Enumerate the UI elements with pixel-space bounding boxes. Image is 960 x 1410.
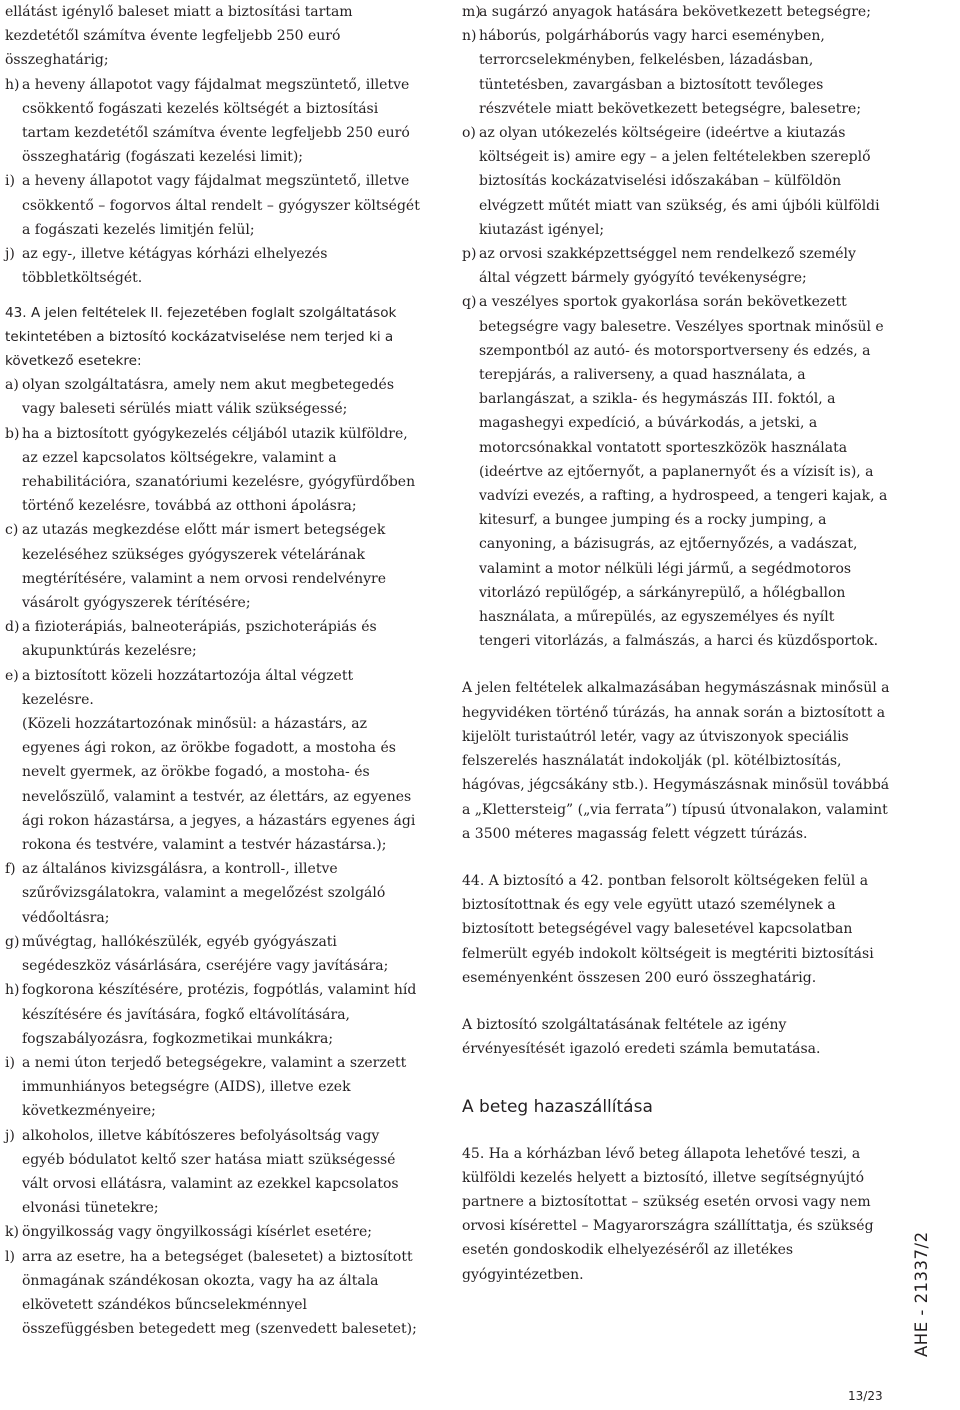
list-item-label: k) [5,1224,19,1241]
list-item [462,24,890,121]
list-item-label: m) [462,4,481,20]
right-column [462,0,890,1287]
list-item-text: az egy-, illetve kétágyas kórházi elhelyezés többletköltségét. [22,246,328,287]
document-code: AHE - 21337/2 [912,1231,931,1357]
list-item-label: f) [5,861,16,878]
page-number: 13/23 [848,1389,883,1403]
list-item-label: j) [5,246,15,263]
section-45-paragraph: 45. Ha a kórházban lévő beteg állapota lehetővé teszi, a külföldi kezelés helyett a biztosító, illetve segítségnyújtó partnere a biztosítottat – szükség esetén orvosi vagy nem orvosi kísérettel – Magyarországra szállíttatja, és szükség esetén gondoskodik elhelyezéséről az illetékes gyógyintézetben. [462,1145,874,1283]
list-item-label: g) [5,933,20,950]
continued-item-g: ellátást igénylő baleset miatt a biztosítási tartam kezdetétől számítva évente legfeljebb 250 euró összeghatárig; [5,4,353,69]
list-item [5,978,423,1051]
list-item [5,1245,423,1342]
list-item-label: n) [462,28,477,45]
list-item-text: arra az esetre, ha a betegséget (balesetet) a biztosított önmagának szándékosan okozta, vagy ha az általa elkövetett szándékos bűncselekménnyel összefüggésben betegedett meg (szenvedett balesetet); [22,1248,417,1338]
section-number: 43. [5,305,27,322]
list-item-label: a) [5,377,19,394]
list-item [5,422,423,519]
list-item [5,169,423,242]
list-item [5,518,423,615]
list-item-label: h) [5,982,20,999]
invoice-paragraph: A biztosító szolgáltatásának feltétele az igény érvényesítését igazoló eredeti számla bemutatása. [462,1016,821,1058]
list-item [462,121,890,242]
section-43-heading [5,302,423,373]
list-item-text: művégtag, hallókészülék, egyéb gyógyászati segédeszköz vásárlására, cseréjére vagy javítására; [22,933,389,975]
list-item-label: h) [5,76,20,93]
list-item [5,373,423,421]
list-item-text: a veszélyes sportok gyakorlása során bekövetkezett betegségre vagy balesetre. Veszélyes sportnak minősül e szempontból az autó- és motorsportverseny és edzés, a terepjárás, a raliverseny, a quad használata, a barlangászat, a szikla- és hegymászás III. foktól, a magashegyi expedíció, a búvárkodás, a jetski, a motorcsónakkal vontatott sporteszközök használata (ideértve az ejtőernyőt, a paplanernyőt és a vízisít is), a vadvízi evezés, a rafting, a hydrospeed, a tengeri kajak, a kitesurf, a bungee jumping és a rocky jumping, a canyoning, a bázisugrás, az ejtőernyőzés, a vadászat, valamint a motor nélküli légi jármű, a segédmotoros vitorlázó repülőgép, a sárkányrepülő, a hőlégballon használata, a műrepülés, az egyszemélyes és nyílt tengeri vitorlázás, a falmászás, a harci és küzdősportok. [479,294,888,650]
list-item [5,1124,423,1221]
transport-heading: A beteg hazaszállítása [462,1097,653,1118]
list-item [462,290,890,653]
list-item-label: d) [5,619,20,636]
list-item [5,615,423,663]
list-item-text: a heveny állapotot vagy fájdalmat megszüntető, illetve csökkentő fogászati kezelés költségét a biztosítási tartam kezdetétől számítva évente legfeljebb 250 euró összeghatárig (fogászati kezelési limit); [22,76,410,166]
list-item-text: a fizioterápiás, balneoterápiás, pszichoterápiás és akupunktúrás kezelésre; [22,619,377,660]
list-item-text: a nemi úton terjedő betegségekre, valamint a szerzett immunhiányos betegségre (AIDS), illetve ezek következményeire; [22,1054,407,1120]
list-item-text: fogkorona készítésére, protézis, fogpótlás, valamint híd készítésére és javítására, fogkő eltávolítására, fogszabályozásra, fogkozmetikai munkákra; [22,982,417,1047]
mountaineering-paragraph: A jelen feltételek alkalmazásában hegymászásnak minősül a hegyvidéken történő túrázás, ha annak során a biztosított a kijelölt turistaútról letér, vagy az útviszonyok speciális felszerelés használatát indokolják (pl. kötélbiztosítás, hágóvas, jégcsákány stb.). Hegymászásnak minősül továbbá a „Klettersteig” („via ferrata”) típusú útvonalakon, valamint a 3500 méteres magasság felett végzett túrázás. [462,680,890,842]
list-item [5,1220,423,1244]
list-item-label: c) [5,522,19,539]
list-item-label: e) [5,667,19,684]
list-item-label: b) [5,425,20,442]
list-item-text: olyan szolgáltatásra, amely nem akut megbetegedés vagy baleseti sérülés miatt válik szükségessé; [22,377,395,418]
list-item-label: p) [462,246,477,263]
list-item-main: a biztosított közeli hozzátartozója által végzett kezelésre. [22,667,354,708]
list-item-text: a sugárzó anyagok hatására bekövetkezett betegségre; [479,4,871,20]
list-item-label: j) [5,1127,15,1144]
list-item-text: ha a biztosított gyógykezelés céljából utazik külföldre, az ezzel kapcsolatos költségekre, valamint a rehabilitációra, szanatóriumi kezelésre, gyógyfürdőben történő kezelésre, továbbá az otthoni ápolásra; [22,425,416,515]
list-item-label: o) [462,125,476,142]
section-44-paragraph: 44. A biztosító a 42. pontban felsorolt költségeken felül a biztosítottnak és egy vele együtt utazó személynek a biztosított betegségével vagy balesetével kapcsolatban felmerült egyéb indokolt költségeit is megtériti biztosítási eseményenként összesen 200 euró összeghatárig. [462,872,874,986]
list-item-text: a heveny állapotot vagy fájdalmat megszüntető, illetve csökkentő – fogorvos által rendelt – gyógyszer költségét a fogászati kezelés limitjén felül; [22,173,420,238]
list-item-text: az orvosi szakképzettséggel nem rendelkező személy által végzett bármely gyógyító tevékenységre; [479,246,856,287]
list-item-text [22,664,423,858]
list-item-text: az utazás megkezdése előtt már ismert betegségek kezeléséhez szükséges gyógyszerek vételárának megtérítésére, valamint a nem orvosi rendelvényre vásárolt gyógyszerek térítésére; [22,522,386,612]
list-item-text: az általános kivizsgálásra, a kontroll-, illetve szűrővizsgálatokra, valamint a megelőzést szolgáló védőoltásra; [22,861,386,926]
list-item-label: i) [5,173,15,190]
list-item [5,664,423,858]
list-item-text: öngyilkosság vagy öngyilkossági kísérlet esetére; [22,1224,372,1241]
list-item [462,242,890,290]
list-item [5,930,423,978]
list-item [5,857,423,930]
relatives-note: (Közeli hozzátartozónak minősül: a házastárs, az egyenes ági rokon, az örökbe fogadott, a mostoha és nevelt gyermek, az örökbe fogadó, a mostoha- és nevelőszülő, valamint a testvér, az élettárs, az egyenes ági rokon házastársa, a jegyes, a házastárs egyenes ági rokona és testvére, valamint a testvér házastársa.); [22,716,416,854]
left-column [5,0,423,1341]
list-item-label: i) [5,1054,15,1071]
list-item-label: q) [462,294,477,311]
list-item [5,242,423,290]
list-item [462,0,890,24]
list-item-label: l) [5,1248,15,1265]
list-item-text: az olyan utókezelés költségeire (ideértve a kiutazás költségeit is) amire egy – a jelen feltételekben szereplő biztosítás kockázatviselési időszakában – külföldön elvégzett műtét miatt van szükség, és ami újbóli külföldi kiutazást igényel; [479,125,880,238]
list-item [5,1051,423,1124]
section-heading-text: A jelen feltételek II. fejezetében foglalt szolgáltatások tekintetében a biztosító kockázatviselése nem terjed ki a következő esetekre: [5,305,397,369]
list-item-text: háborús, polgárháborús vagy harci eseményben, terrorcselekményben, felkelésben, lázadásban, tüntetésben, zavargásban a biztosított tevőleges részvétele miatt bekövetkezett betegségre, balesetre; [479,28,862,117]
list-item-text: alkoholos, illetve kábítószeres befolyásoltság vagy egyéb bódulatot keltő szer hatása miatt szükségessé vált orvosi ellátásra, valamint az ezekkel kapcsolatos elvonási tünetekre; [22,1127,399,1217]
list-item [5,73,423,170]
